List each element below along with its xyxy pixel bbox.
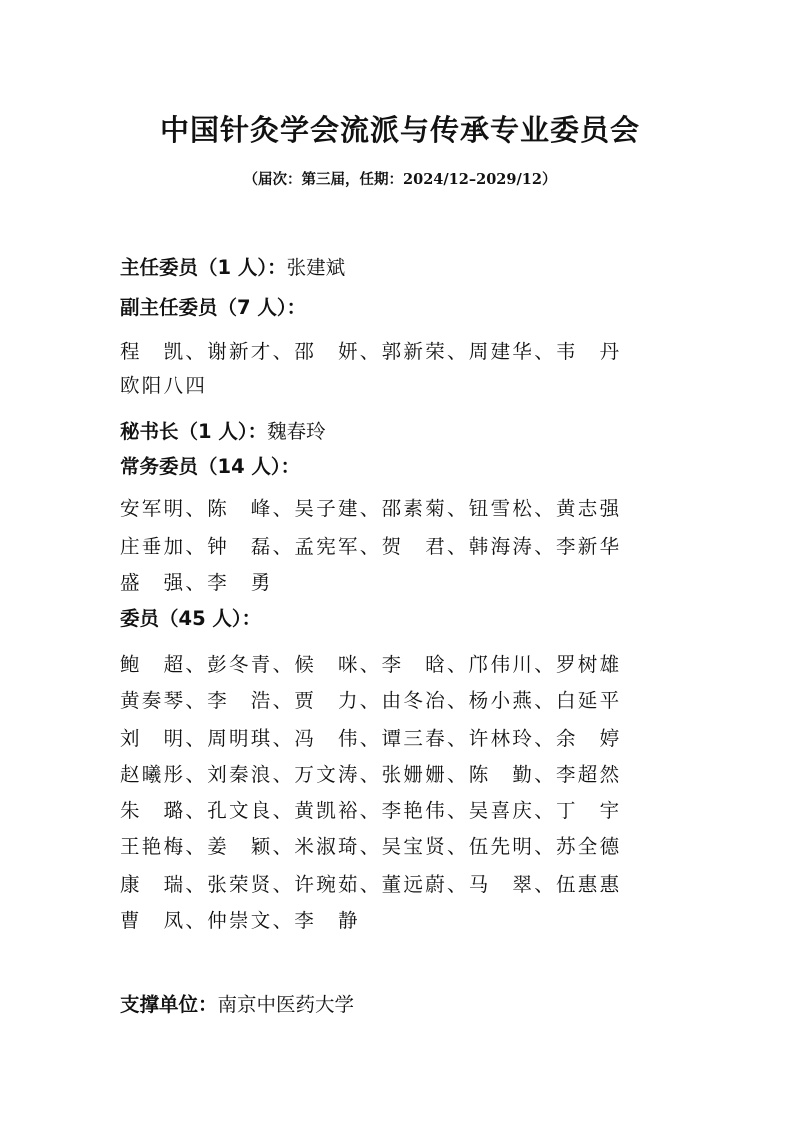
secretary-label: 秘书长（1 人）： xyxy=(120,420,268,443)
director-label: 主任委员（1 人）： xyxy=(120,256,287,279)
standing-members-label: 常务委员（14 人）： xyxy=(120,455,301,478)
members-names-line-2: 黄奏琴、李 浩、贾 力、由冬冶、杨小燕、白延平 xyxy=(120,689,622,712)
members-names-line-3: 刘 明、周明琪、冯 伟、谭三春、许林玲、余 婷 xyxy=(120,727,622,750)
vice-directors-names-line-1: 程 凯、谢新才、邵 妍、郭新荣、周建华、韦 丹 xyxy=(120,340,622,363)
term-subtitle: （届次：第三届，任期：2024/12–2029/12） xyxy=(243,171,557,188)
secretary-line xyxy=(120,420,326,444)
support-unit-name: 南京中医药大学 xyxy=(217,993,355,1016)
support-label: 支撑单位： xyxy=(120,993,218,1016)
director-line xyxy=(120,256,345,280)
secretary-name: 魏春玲 xyxy=(267,420,326,443)
vice-directors-label: 副主任委员（7 人）： xyxy=(120,296,307,319)
members-names-line-5: 朱 璐、孔文良、黄凯裕、李艳伟、吴喜庆、丁 宇 xyxy=(120,799,622,822)
members-names-line-7: 康 瑞、张荣贤、许琬茹、董远蔚、马 翠、伍惠惠 xyxy=(120,873,622,896)
vice-directors-names-line-2: 欧阳八四 xyxy=(120,374,208,397)
members-names-line-6: 王艳梅、姜 颖、米淑琦、吴宝贤、伍先明、苏全德 xyxy=(120,835,622,858)
support-line xyxy=(120,993,354,1017)
standing-members-names-line-1: 安军明、陈 峰、吴子建、邵素菊、钮雪松、黄志强 xyxy=(120,497,622,520)
standing-members-names-line-2: 庄垂加、钟 磊、孟宪军、贺 君、韩海涛、李新华 xyxy=(120,535,622,558)
members-label: 委员（45 人）： xyxy=(120,607,262,630)
director-name: 张建斌 xyxy=(286,256,346,279)
members-names-line-4: 赵曦彤、刘秦浪、万文涛、张姗姗、陈 勤、李超然 xyxy=(120,763,622,786)
standing-members-names-line-3: 盛 强、李 勇 xyxy=(120,571,273,594)
members-names-line-8: 曹 凤、仲崇文、李 静 xyxy=(120,909,360,932)
members-names-line-1: 鲍 超、彭冬青、候 咪、李 晗、邝伟川、罗树雄 xyxy=(120,653,622,676)
document-title: 中国针灸学会流派与传承专业委员会 xyxy=(159,113,640,147)
